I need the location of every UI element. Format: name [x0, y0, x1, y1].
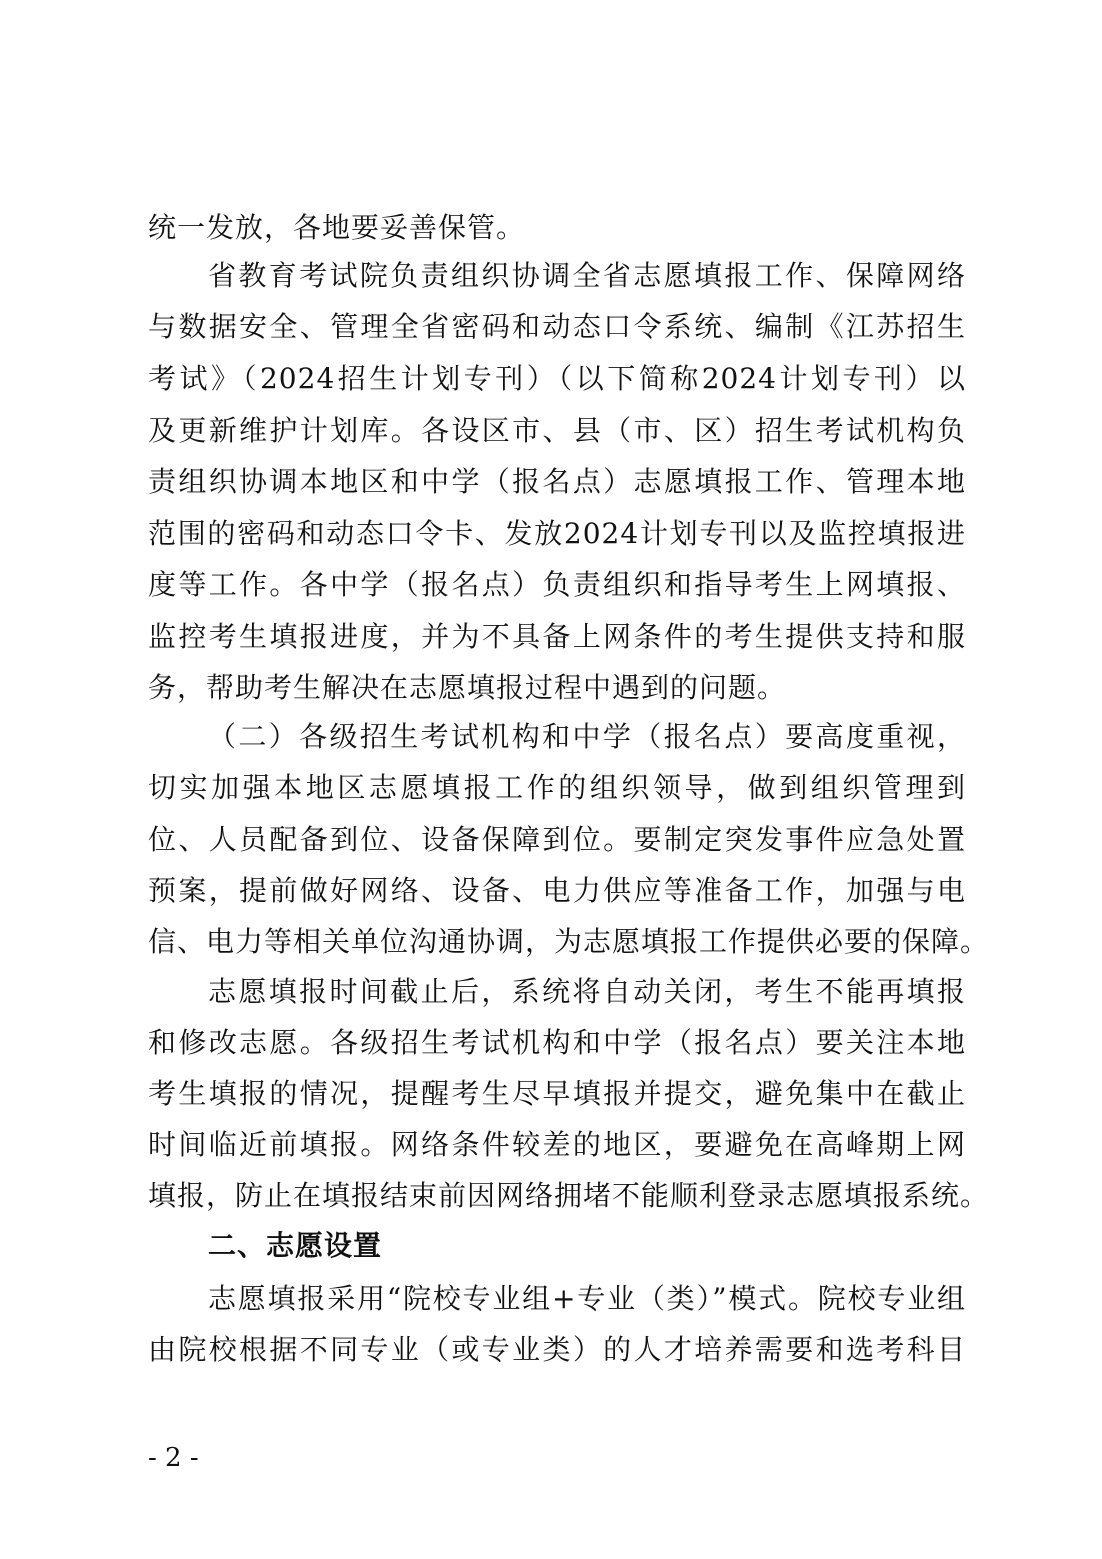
text-line: 志愿填报采用“院校专业组+专业（类）”模式。院校专业组	[208, 1282, 966, 1315]
text-line: 统一发放，各地要妥善保管。	[148, 211, 526, 244]
text-line: 志愿填报时间截止后，系统将自动关闭，考生不能再填报	[208, 975, 966, 1008]
text-line: （二）各级招生考试机构和中学（报名点）要高度重视，	[208, 720, 966, 753]
text-line: 信、电力等相关单位沟通协调，为志愿填报工作提供必要的保障。	[148, 925, 990, 958]
text-line: 度等工作。各中学（报名点）负责组织和指导考生上网填报、	[148, 568, 966, 601]
text-line: 考试》（2024招生计划专刊）（以下简称2024计划专刊）以	[148, 362, 966, 395]
text-line: 位、人员配备到位、设备保障到位。要制定突发事件应急处置	[148, 823, 966, 856]
text-line: 与数据安全、管理全省密码和动态口令系统、编制《江苏招生	[148, 310, 966, 343]
text-line: 由院校根据不同专业（或专业类）的人才培养需要和选考科目	[148, 1333, 966, 1366]
text-line: 切实加强本地区志愿填报工作的组织领导，做到组织管理到	[148, 771, 966, 804]
text-line: 时间临近前填报。网络条件较差的地区，要避免在高峰期上网	[148, 1128, 966, 1161]
text-line: 监控考生填报进度，并为不具备上网条件的考生提供支持和服	[148, 620, 966, 653]
text-line: 和修改志愿。各级招生考试机构和中学（报名点）要关注本地	[148, 1026, 966, 1059]
page-number: - 2 -	[148, 1443, 199, 1473]
text-line: 范围的密码和动态口令卡、发放2024计划专刊以及监控填报进	[148, 517, 966, 550]
text-line: 预案，提前做好网络、设备、电力供应等准备工作，加强与电	[148, 874, 966, 907]
text-line: 务，帮助考生解决在志愿填报过程中遇到的问题。	[148, 671, 787, 704]
section-heading: 二、志愿设置	[208, 1229, 383, 1262]
text-line: 及更新维护计划库。各设区市、县（市、区）招生考试机构负	[148, 414, 966, 447]
text-line: 考生填报的情况，提醒考生尽早填报并提交，避免集中在截止	[148, 1077, 966, 1110]
text-line: 省教育考试院负责组织协调全省志愿填报工作、保障网络	[208, 259, 966, 292]
text-line: 填报，防止在填报结束前因网络拥堵不能顺利登录志愿填报系统。	[148, 1179, 990, 1212]
text-line: 责组织协调本地区和中学（报名点）志愿填报工作、管理本地	[148, 465, 966, 498]
